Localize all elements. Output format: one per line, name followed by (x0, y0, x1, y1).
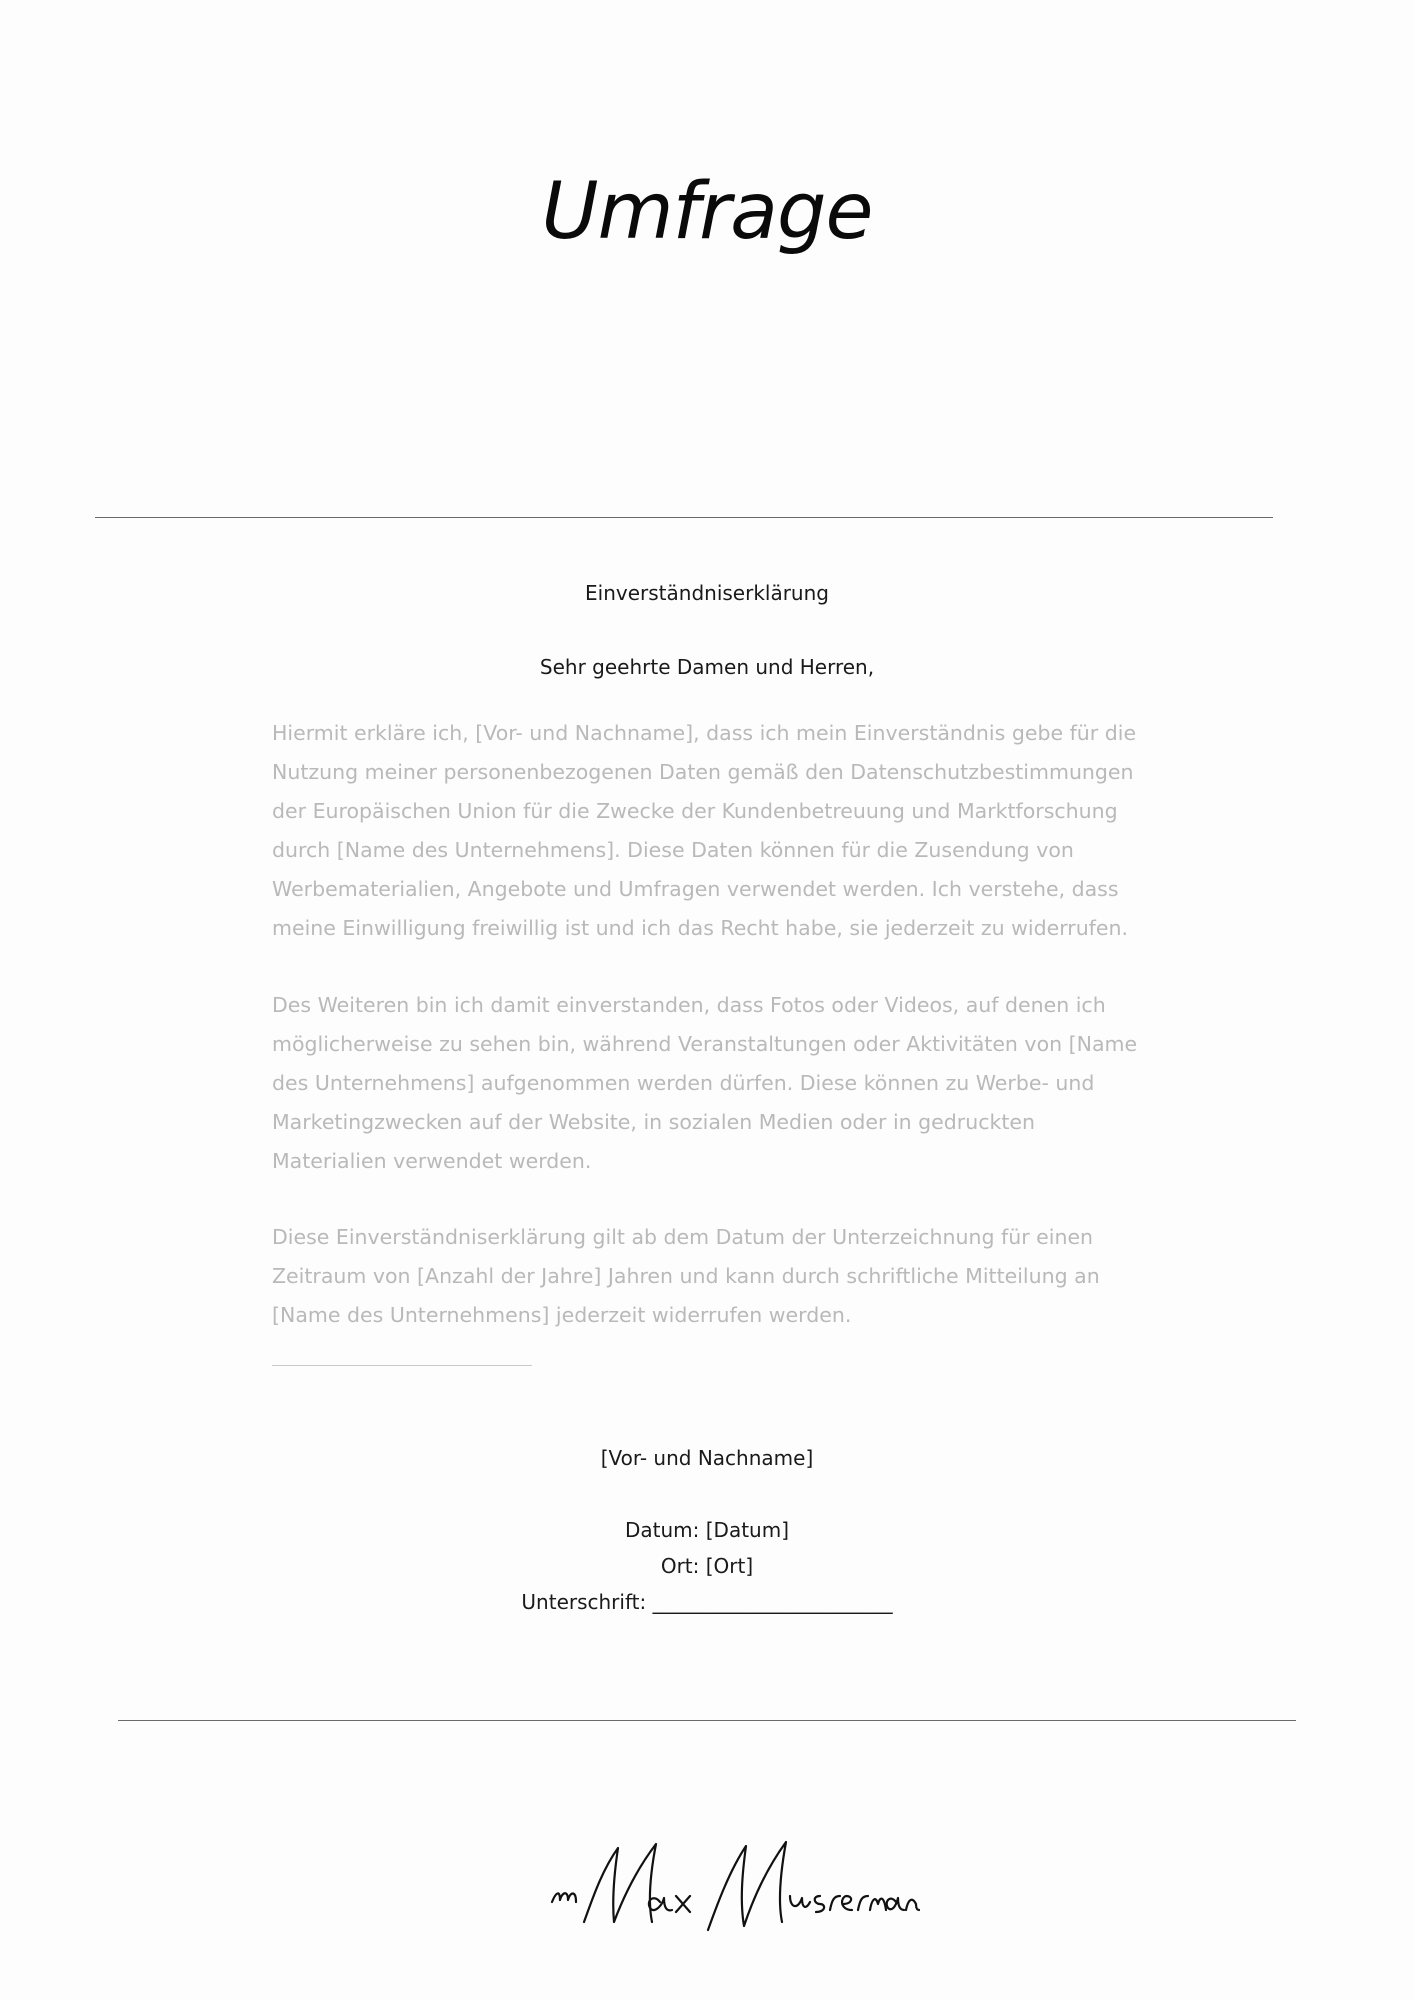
document-heading: Einverständniserklärung (585, 581, 829, 605)
paragraph-line: durch [Name des Unternehmens]. Diese Daten können für die Zusendung von (272, 838, 1074, 862)
paragraph-line: der Europäischen Union für die Zwecke der Kundenbetreuung und Marktforschung (272, 799, 1118, 823)
handwritten-signature (540, 1830, 920, 1950)
paragraph-line: Zeitraum von [Anzahl der Jahre] Jahren und kann durch schriftliche Mitteilung an (272, 1264, 1100, 1288)
paragraph-line: Des Weiteren bin ich damit einverstanden, dass Fotos oder Videos, auf denen ich (272, 993, 1106, 1017)
paragraph-line: möglicherweise zu sehen bin, während Veranstaltungen oder Aktivitäten von [Name (272, 1032, 1138, 1056)
paragraph-consent-data (272, 714, 1202, 948)
date-field: Datum: [Datum] (624, 1518, 789, 1542)
paragraph-line: Nutzung meiner personenbezogenen Daten gemäß den Datenschutzbestimmungen (272, 760, 1134, 784)
paragraph-line: Werbematerialien, Angebote und Umfragen verwendet werden. Ich verstehe, dass (272, 877, 1119, 901)
paragraph-line: des Unternehmens] aufgenommen werden dürfen. Diese können zu Werbe- und (272, 1071, 1095, 1095)
paragraph-line: Materialien verwendet werden. (272, 1149, 592, 1173)
bottom-divider (118, 1720, 1296, 1721)
place-field: Ort: [Ort] (660, 1554, 754, 1578)
paragraph-line: [Name des Unternehmens] jederzeit widerrufen werden. (272, 1303, 852, 1327)
paragraph-line: Marketingzwecken auf der Website, in sozialen Medien oder in gedruckten (272, 1110, 1036, 1134)
paragraph-line: Diese Einverständniserklärung gilt ab dem Datum der Unterzeichnung für einen (272, 1225, 1094, 1249)
paragraph-line: Hiermit erkläre ich, [Vor- und Nachname], dass ich mein Einverständnis gebe für die (272, 721, 1137, 745)
paragraph-validity (272, 1218, 1202, 1335)
signature-field: Unterschrift: ________________________ (521, 1590, 893, 1614)
paragraph-consent-media (272, 986, 1202, 1181)
greeting: Sehr geehrte Damen und Herren, (539, 655, 875, 679)
paragraph-line: meine Einwilligung freiwillig ist und ich das Recht habe, sie jederzeit zu widerrufen. (272, 916, 1129, 940)
top-divider (95, 517, 1273, 518)
signer-name: [Vor- und Nachname] (600, 1446, 814, 1470)
short-divider (272, 1365, 532, 1366)
document-title: Umfrage (541, 167, 873, 257)
